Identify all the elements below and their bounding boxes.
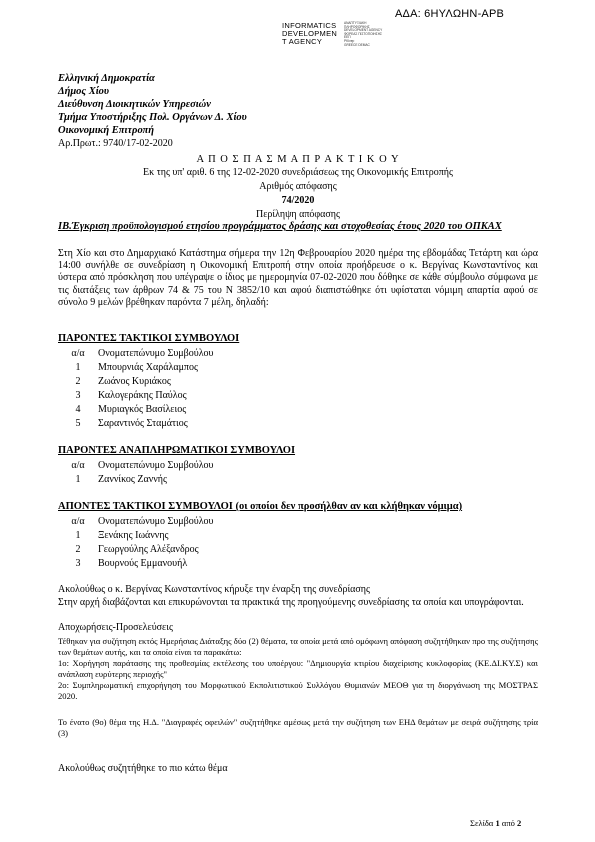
member-name: Ζωάνος Κυριάκος: [98, 376, 171, 387]
row-number: 4: [75, 404, 81, 415]
row-number: 3: [75, 390, 81, 401]
table-row: [58, 474, 214, 488]
opening-paragraph: Ακολούθως ο κ. Βεργίνας Κωνσταντίνος κήρυξε την έναρξη της συνεδρίασης: [58, 584, 370, 595]
footer-prefix: Σελίδα: [470, 818, 496, 828]
header-republic: Ελληνική Δημοκρατία: [58, 73, 155, 84]
row-number: 1: [75, 362, 81, 373]
col-aa: α/α: [71, 460, 85, 471]
table-header-row: [58, 348, 214, 362]
document-title: Α Π Ο Σ Π Α Σ Μ Α Π Ρ Α Κ Τ Ι Κ Ο Υ: [196, 154, 400, 165]
col-name: Ονοματεπώνυμο Συμβούλου: [98, 460, 214, 471]
col-name: Ονοματεπώνυμο Συμβούλου: [98, 348, 214, 359]
footer-mid: από: [499, 818, 518, 828]
table-row: [58, 404, 214, 418]
session-reference: Εκ της υπ' αριθ. 6 της 12-02-2020 συνεδριάσεως της Οικονομικής Επιτροπής: [143, 167, 453, 178]
page-footer: [470, 818, 521, 828]
table-row: [58, 418, 214, 432]
table-row: [58, 390, 214, 404]
header-directorate: Διεύθυνση Διοικητικών Υπηρεσιών: [58, 99, 211, 110]
table-row: [58, 544, 214, 558]
departures-label: Αποχωρήσεις-Προσελεύσεις: [58, 622, 173, 633]
row-number: 3: [75, 558, 81, 569]
table-row: [58, 530, 214, 544]
col-aa: α/α: [71, 516, 85, 527]
member-name: Ξενάκης Ιωάννης: [98, 530, 169, 541]
member-name: Καλογεράκης Παύλος: [98, 390, 187, 401]
extra-agenda-item-2: 2ο: Συμπληρωματική επιχορήγηση του Μορφωτικού Εκπολιτιστικού Συλλόγου Θυμιανών ΜΕΟΘ για τη διοργάνωση της ΜΟΣΤΡΑΣ 2020.: [58, 680, 538, 701]
extra-agenda-item-1: 1ο: Χορήγηση παράτασης της προθεσμίας εκτέλεσης του υποέργου: "Δημιουργία κτιρίου διαχείρισης κυκλοφορίας (ΚΕ.ΔΙ.ΚΥ.Σ) και ανάπλαση ευρύτερης περιοχής": [58, 658, 538, 679]
present-members-heading: ΠΑΡΟΝΤΕΣ ΤΑΚΤΙΚΟΙ ΣΥΜΒΟΥΛΟΙ: [58, 333, 240, 344]
footer-total: 2: [517, 818, 522, 828]
member-name: Βουρνούς Εμμανουήλ: [98, 558, 188, 569]
informatics-agency-logo: [282, 22, 397, 52]
member-name: Γεωργούλης Αλέξανδρος: [98, 544, 199, 555]
decision-label: Αριθμός απόφασης: [259, 181, 337, 192]
header-municipality: Δήμος Χίου: [58, 86, 110, 97]
member-name: Μυριαγκός Βασίλειος: [98, 404, 187, 415]
present-members-table: [58, 348, 214, 432]
minutes-paragraph: Στην αρχή διαβάζονται και επικυρώνονται τα πρακτικά της προηγούμενης συνεδρίασης τα οποία και υπογράφονται.: [58, 597, 524, 608]
member-name: Σαραντινός Σταμάτιος: [98, 418, 188, 429]
logo-line-1: INFORMATICS: [282, 21, 337, 30]
table-header-row: [58, 516, 214, 530]
table-row: [58, 376, 214, 390]
logo-line-2: DEVELOPMEN: [282, 29, 338, 38]
member-name: Ζαννίκος Ζαννής: [98, 474, 167, 485]
row-number: 1: [75, 474, 81, 485]
decision-number: 74/2020: [281, 195, 315, 206]
absent-members-heading: ΑΠΟΝΤΕΣ ΤΑΚΤΙΚΟΙ ΣΥΜΒΟΥΛΟΙ (οι οποίοι δεν προσήλθαν αν και κλήθηκαν νόμιμα): [58, 501, 463, 512]
decision-subject: IB.Έγκριση προϋπολογισμού ετησίου προγράμματος δράσης και στοχοθεσίας έτους 2020 του ΟΠΚΑΧ: [58, 221, 502, 232]
header-department: Τμήμα Υποστήριξης Πολ. Οργάνων Δ. Χίου: [58, 112, 247, 123]
substitute-members-heading: ΠΑΡΟΝΤΕΣ ΑΝΑΠΛΗΡΩΜΑΤΙΚΟΙ ΣΥΜΒΟΥΛΟΙ: [58, 445, 296, 456]
row-number: 2: [75, 544, 81, 555]
logo-line-3: T AGENCY: [282, 37, 323, 46]
logo-fine-print: ΑΝΑΠΤΥΞΙΑΚΗ ΠΛΗΡΟΦΟΡΙΚΗΣ DEVELOPMENT AGENCY ΦΟΡΕΑΣ ΠΙΣΤΟΠΟΙΗΣΗΣ ΕΕΠ PKIvep GREECE DEMAC: [344, 21, 383, 47]
next-topic-paragraph: Ακολούθως συζητήθηκε το πιο κάτω θέμα: [58, 763, 228, 774]
table-header-row: [58, 460, 214, 474]
member-name: Μπουρνιάς Χαράλαμπος: [98, 362, 198, 373]
table-row: [58, 558, 214, 572]
absent-members-table: [58, 516, 214, 572]
substitute-members-table: [58, 460, 214, 488]
row-number: 2: [75, 376, 81, 387]
protocol-number: Αρ.Πρωτ.: 9740/17-02-2020: [58, 138, 173, 149]
row-number: 5: [75, 418, 81, 429]
row-number: 1: [75, 530, 81, 541]
intro-paragraph: Στη Χίο και στο Δημαρχιακό Κατάστημα σήμερα την 12η Φεβρουαρίου 2020 ημέρα της εβδομάδας Τετάρτη και ώρα 14:00 συνήλθε σε συνεδρίαση η Οικονομική Επιτροπή στην οποία προήδρευσε ο κ. Βεργίνας Κωνσταντίνος και ύστερα από πρόσκληση που υπέγραψε ο ίδιος με ημερομηνία 07-02-2020 που δόθηκε σε κάθε σύμβουλο σύμφωνα με τις διατάξεις των άρθρων 74 & 75 του Ν 3852/10 και αφού διαπιστώθηκε ότι υφίσταται νόμιμη απαρτία αφού σε σύνολο 9 μελών βρέθηκαν παρόντα 7 μέλη, δηλαδή:: [58, 248, 538, 308]
ada-code: ΑΔΑ: 6ΗΥΛΩΗΝ-ΑΡΒ: [395, 8, 505, 20]
col-name: Ονοματεπώνυμο Συμβούλου: [98, 516, 214, 527]
extra-agenda-intro: Τέθηκαν για συζήτηση εκτός Ημερήσιας Διάταξης δύο (2) θέματα, τα οποία μετά από ομόφωνη απόφαση συζητήθηκαν προ της συζήτησης των θεμάτων αυτής, και τα οποία είναι τα παρακάτω:: [58, 636, 538, 657]
summary-label: Περίληψη απόφασης: [256, 209, 340, 220]
agenda-order-note: Το ένατο (9ο) θέμα της Η.Δ. "Διαγραφές οφειλών" συζητήθηκε αμέσως μετά την συζήτηση των ΕΗΔ θεμάτων με σειρά συζήτησης τρία (3): [58, 717, 538, 738]
header-committee: Οικονομική Επιτροπή: [58, 125, 155, 136]
footer-page: 1: [495, 818, 500, 828]
col-aa: α/α: [71, 348, 85, 359]
table-row: [58, 362, 214, 376]
